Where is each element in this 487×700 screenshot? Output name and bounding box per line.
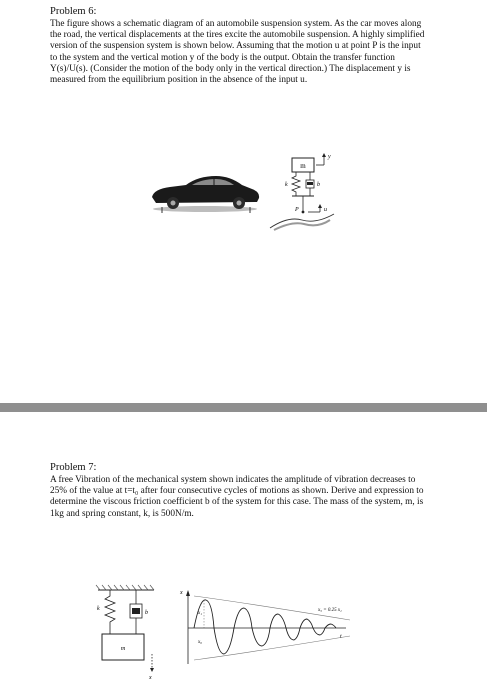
point-label: P — [295, 207, 299, 213]
damped-oscillation-plot — [180, 588, 370, 668]
mass-label: m — [300, 162, 306, 170]
problem-7 — [50, 462, 430, 520]
axis-label-x: x — [180, 590, 183, 596]
spring-label-7: k — [97, 606, 100, 612]
amp-label-0: x₀ — [198, 640, 202, 645]
problem-6 — [50, 6, 430, 86]
mass-spring-damper-schematic — [92, 582, 172, 681]
problem-7-title: Problem 7: — [50, 462, 97, 473]
time-label: t — [340, 634, 342, 640]
problem-6-title: Problem 6: — [50, 6, 97, 17]
spring-label: k — [285, 182, 288, 188]
problem-7-text: A free Vibration of the mechanical system shown indicates the amplitude of vibration decreases to 25% of the value at t=t₀ after four consecutive cycles of motions as shown. Derive and expression to determine the viscous friction coefficient b of the system for this case. The mass of the system, m, is 1kg and spring constant, k, is 500N/m. — [50, 475, 424, 519]
input-label: u — [324, 207, 327, 213]
damper-label: b — [317, 182, 320, 188]
damper-label-7: b — [145, 610, 148, 616]
mass-label-7: m — [120, 646, 126, 652]
car-illustration — [148, 165, 263, 215]
problem-6-text: The figure shows a schematic diagram of an automobile suspension system. As the car moves along the road, the vertical displacements at the tires excite the automobile suspension. A highly simplified version of the suspension system is shown below. Assuming that the motion u at point P is the input to the system and the vertical motion y of the body is the output. Obtain the transfer function Y(s)/U(s). (Consider the motion of the body only in the vertical direction.) The displacement y is measured from the equilibrium position in the absence of the input u. — [50, 19, 425, 86]
output-label: y — [328, 154, 331, 160]
section-divider — [0, 403, 487, 412]
disp-label-7: x — [149, 675, 152, 681]
suspension-schematic — [268, 150, 348, 240]
amplitude-annotation: x₅ = 0.25 x₁ — [318, 608, 342, 613]
amp-label-1: x₁ — [198, 611, 202, 616]
